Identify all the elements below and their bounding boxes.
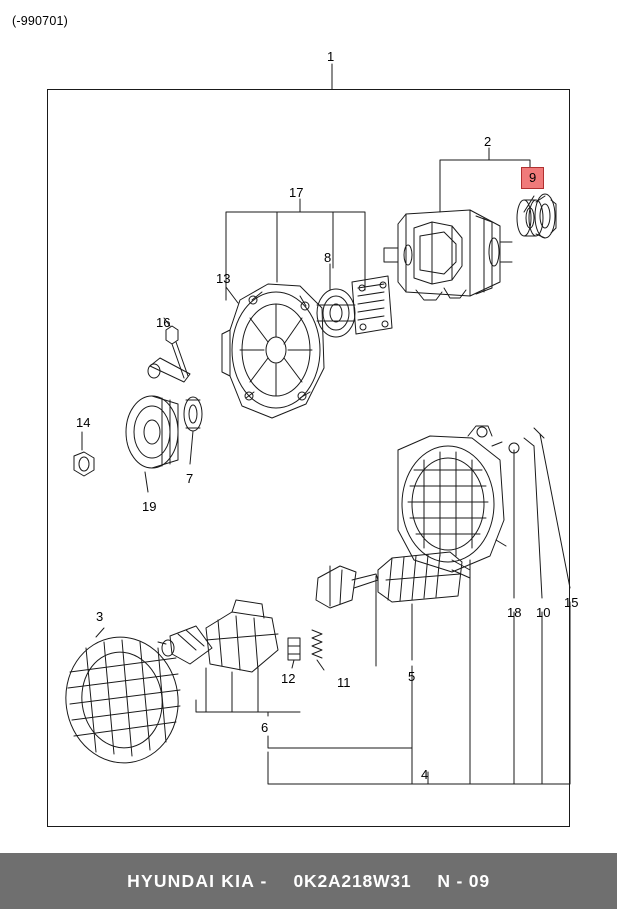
callout-11: 11: [337, 675, 351, 690]
callout-2: 2: [484, 134, 492, 149]
callout-15: 15: [564, 595, 579, 610]
callout-4: 4: [421, 767, 429, 782]
callout-1: 1: [327, 49, 335, 64]
callout-17: 17: [289, 185, 304, 200]
callout-10: 10: [536, 605, 551, 620]
callout-19: 19: [142, 499, 157, 514]
footer-part-number: 0K2A218W31: [293, 870, 412, 891]
callout-16: 16: [156, 315, 171, 330]
footer-page-ref: N - 09: [437, 870, 490, 891]
callout-14: 14: [76, 415, 91, 430]
callout-3: 3: [96, 609, 104, 624]
callout-12: 12: [281, 671, 296, 686]
diagram-frame: [47, 89, 570, 827]
callout-7: 7: [186, 471, 194, 486]
date-code-label: (-990701): [12, 14, 68, 28]
callout-5: 5: [408, 669, 416, 684]
callout-8: 8: [324, 250, 332, 265]
footer-brand: HYUNDAI KIA -: [127, 870, 268, 891]
callout-18: 18: [507, 605, 522, 620]
footer-bar: [0, 853, 617, 909]
callout-9-highlighted[interactable]: 9: [521, 167, 544, 189]
callout-6: 6: [261, 720, 269, 735]
callout-13: 13: [216, 271, 231, 286]
